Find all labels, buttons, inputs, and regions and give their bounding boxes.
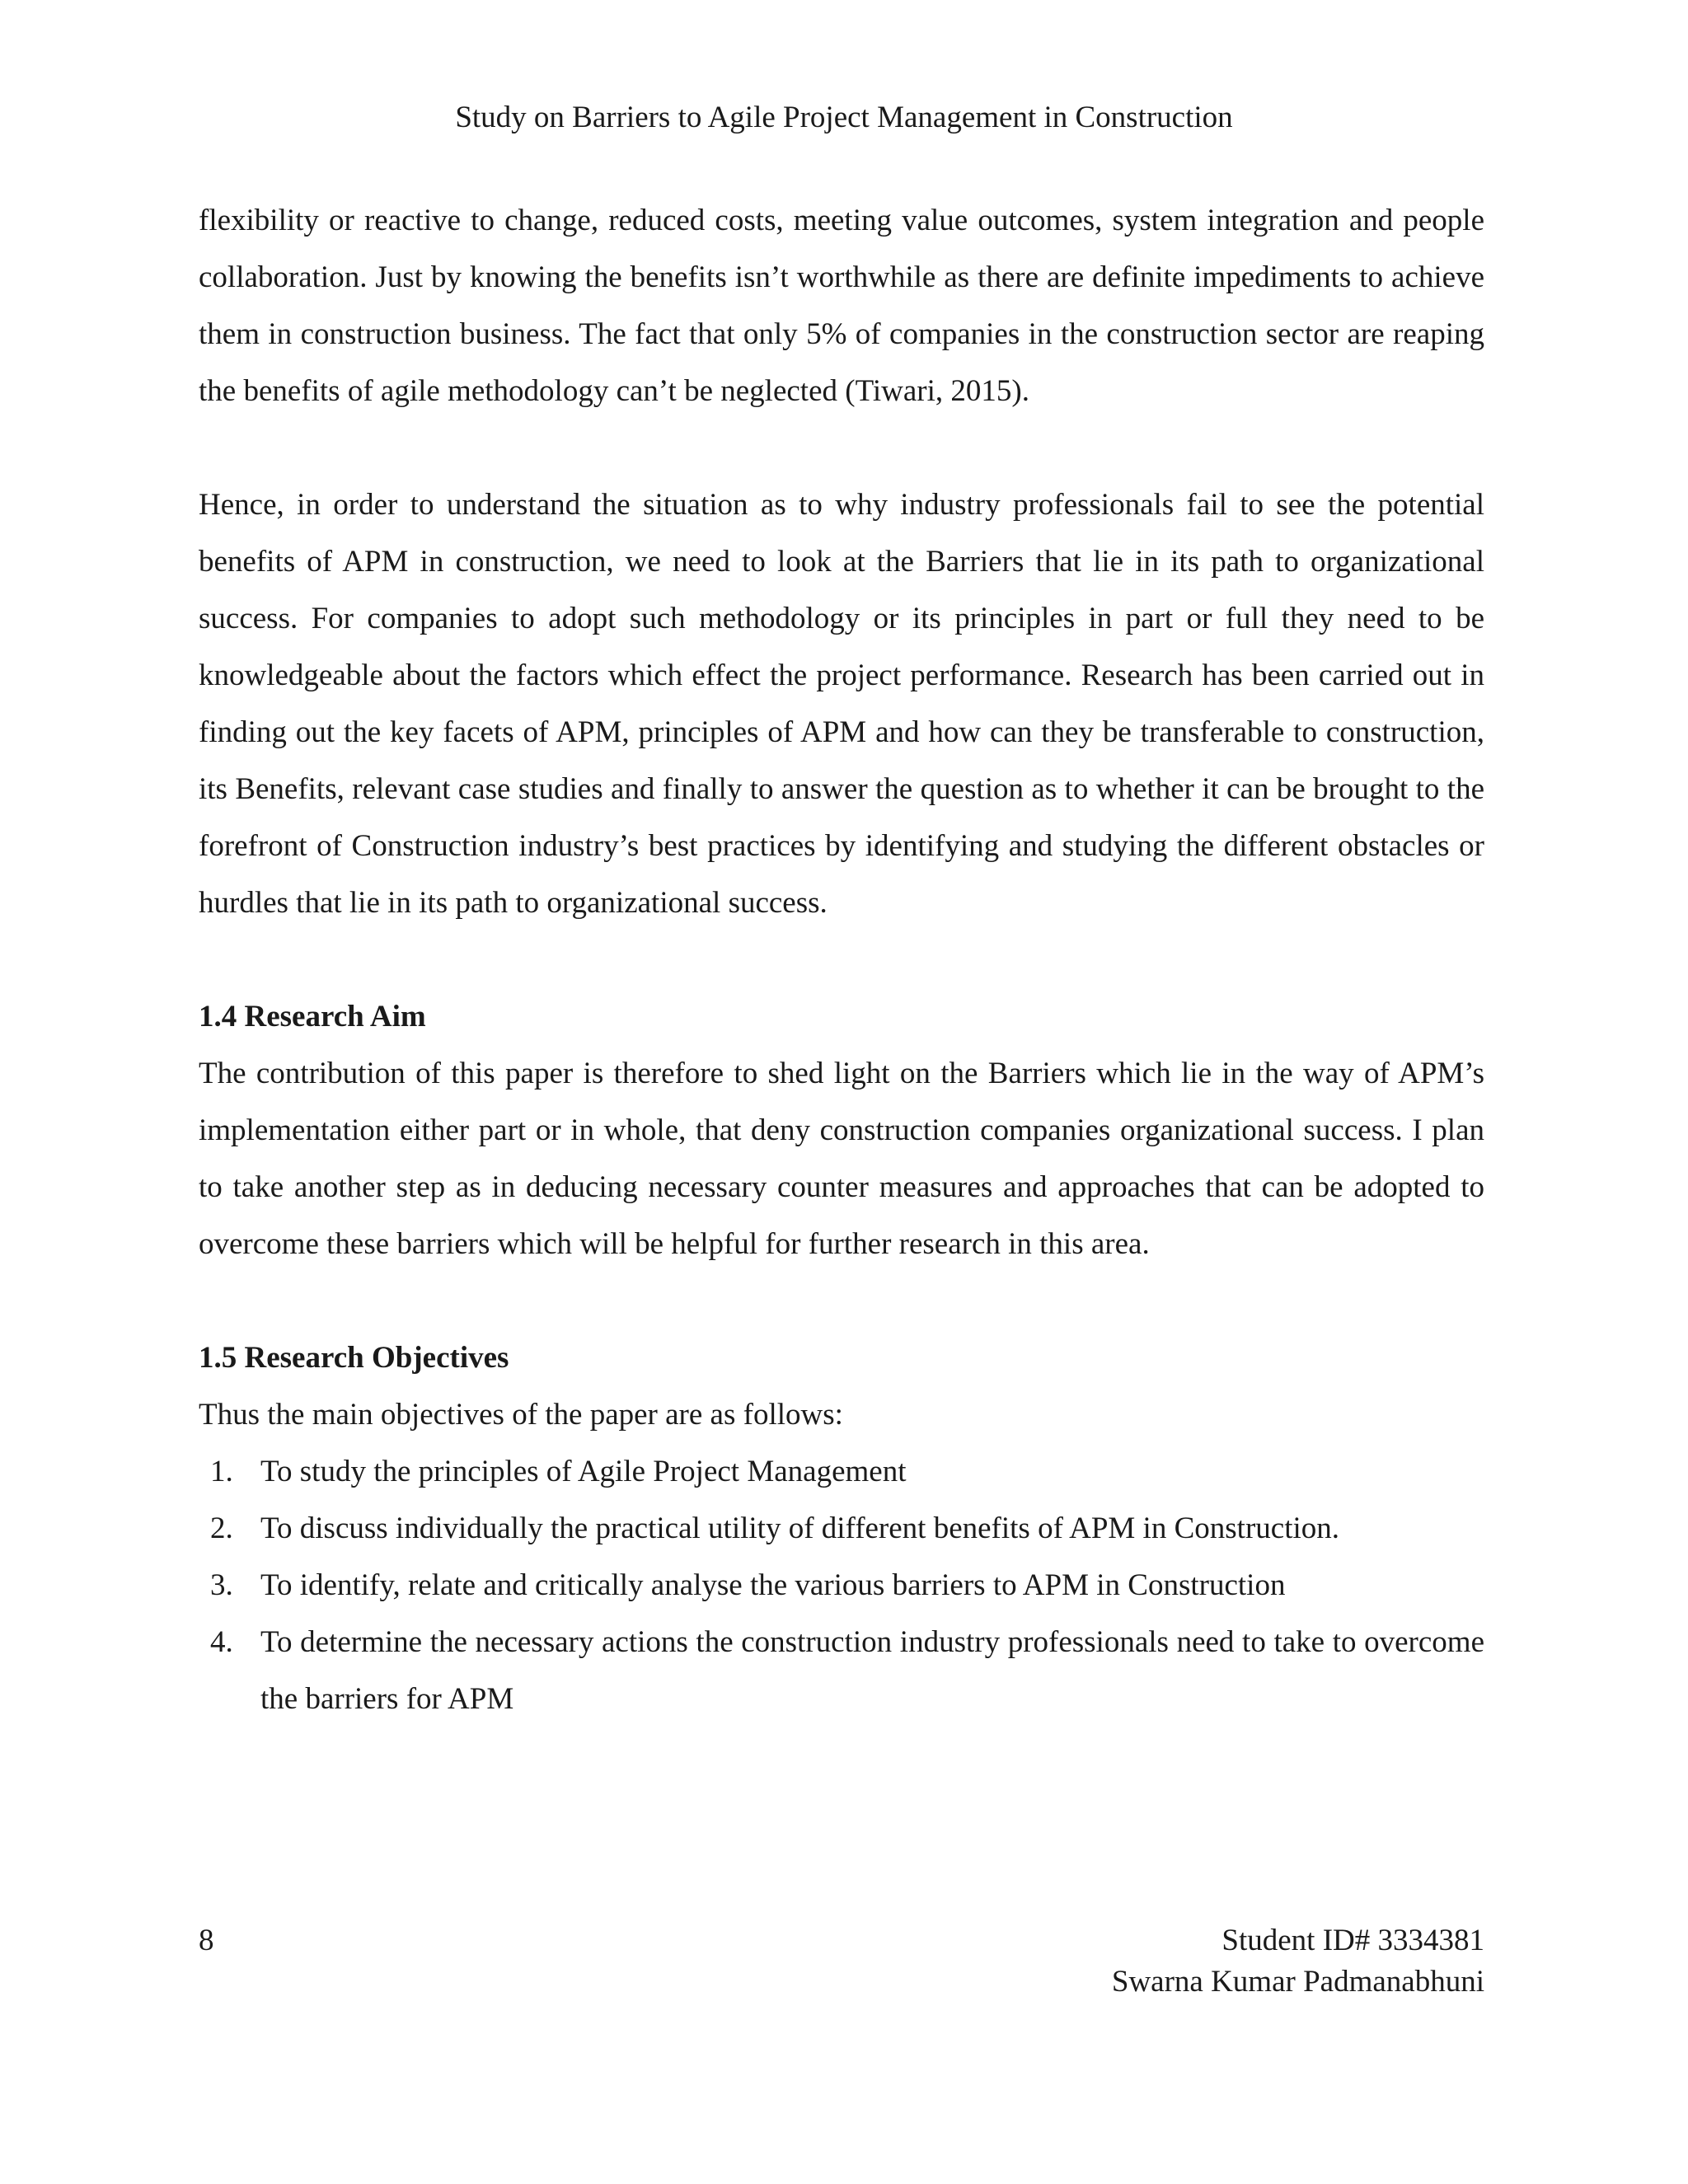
list-item [199,1443,1484,1500]
student-id: Student ID# 3334381 [1221,1924,1484,1957]
list-item-text: To study the principles of Agile Project Management [260,1455,907,1488]
running-header: Study on Barriers to Agile Project Management in Construction [455,101,1233,134]
paragraph-benefits: flexibility or reactive to change, reduced costs, meeting value outcomes, system integration and people collaboration. Just by knowing the benefits isn’t worthwhile as there are definite impediments to achieve them in construction business. The fact that only 5% of companies in the construction sector are reaping the benefits of agile methodology can’t be neglected (Tiwari, 2015). [199,204,1484,408]
list-item [199,1500,1484,1557]
list-item-number: 2. [210,1511,233,1545]
paragraph-barriers: Hence, in order to understand the situation as to why industry professionals fail to see the potential benefits of APM in construction, we need to look at the Barriers that lie in its path to organizational success. For companies to adopt such methodology or its principles in part or full they need to be knowledgeable about the factors which effect the project performance. Research has been carried out in finding out the key facets of APM, principles of APM and how can they be transferable to construction, its Benefits, relevant case studies and finally to answer the question as to whether it can be brought to the forefront of Construction industry’s best practices by identifying and studying the different obstacles or hurdles that lie in its path to organizational success. [199,488,1484,920]
research-aim-text: The contribution of this paper is therefore to shed light on the Barriers which lie in the way of APM’s implementation either part or in whole, that deny construction companies organizational success. I plan to take another step as in deducing necessary counter measures and approaches that can be adopted to overcome these barriers which will be helpful for further research in this area. [199,1057,1484,1261]
research-aim-heading: 1.4 Research Aim [199,1000,426,1033]
list-item-number: 3. [210,1568,233,1602]
objectives-list [199,1443,1484,1727]
research-objectives-intro: Thus the main objectives of the paper are as follows: [199,1398,843,1432]
list-item-number: 4. [210,1625,233,1659]
list-item-text: To discuss individually the practical utility of different benefits of APM in Construction. [260,1511,1340,1545]
body-text [199,192,1484,1727]
list-item-text: To determine the necessary actions the construction industry professionals need to take to overcome the barriers for APM [260,1625,1484,1716]
research-objectives-heading: 1.5 Research Objectives [199,1341,509,1375]
page-number: 8 [199,1924,214,1957]
list-item-text: To identify, relate and critically analyse the various barriers to APM in Construction [260,1568,1286,1602]
list-item [199,1614,1484,1727]
list-item-number: 1. [210,1455,233,1488]
footer-author-block [1112,1920,1484,2003]
list-item [199,1557,1484,1614]
author-name: Swarna Kumar Padmanabhuni [1111,1965,1484,1999]
